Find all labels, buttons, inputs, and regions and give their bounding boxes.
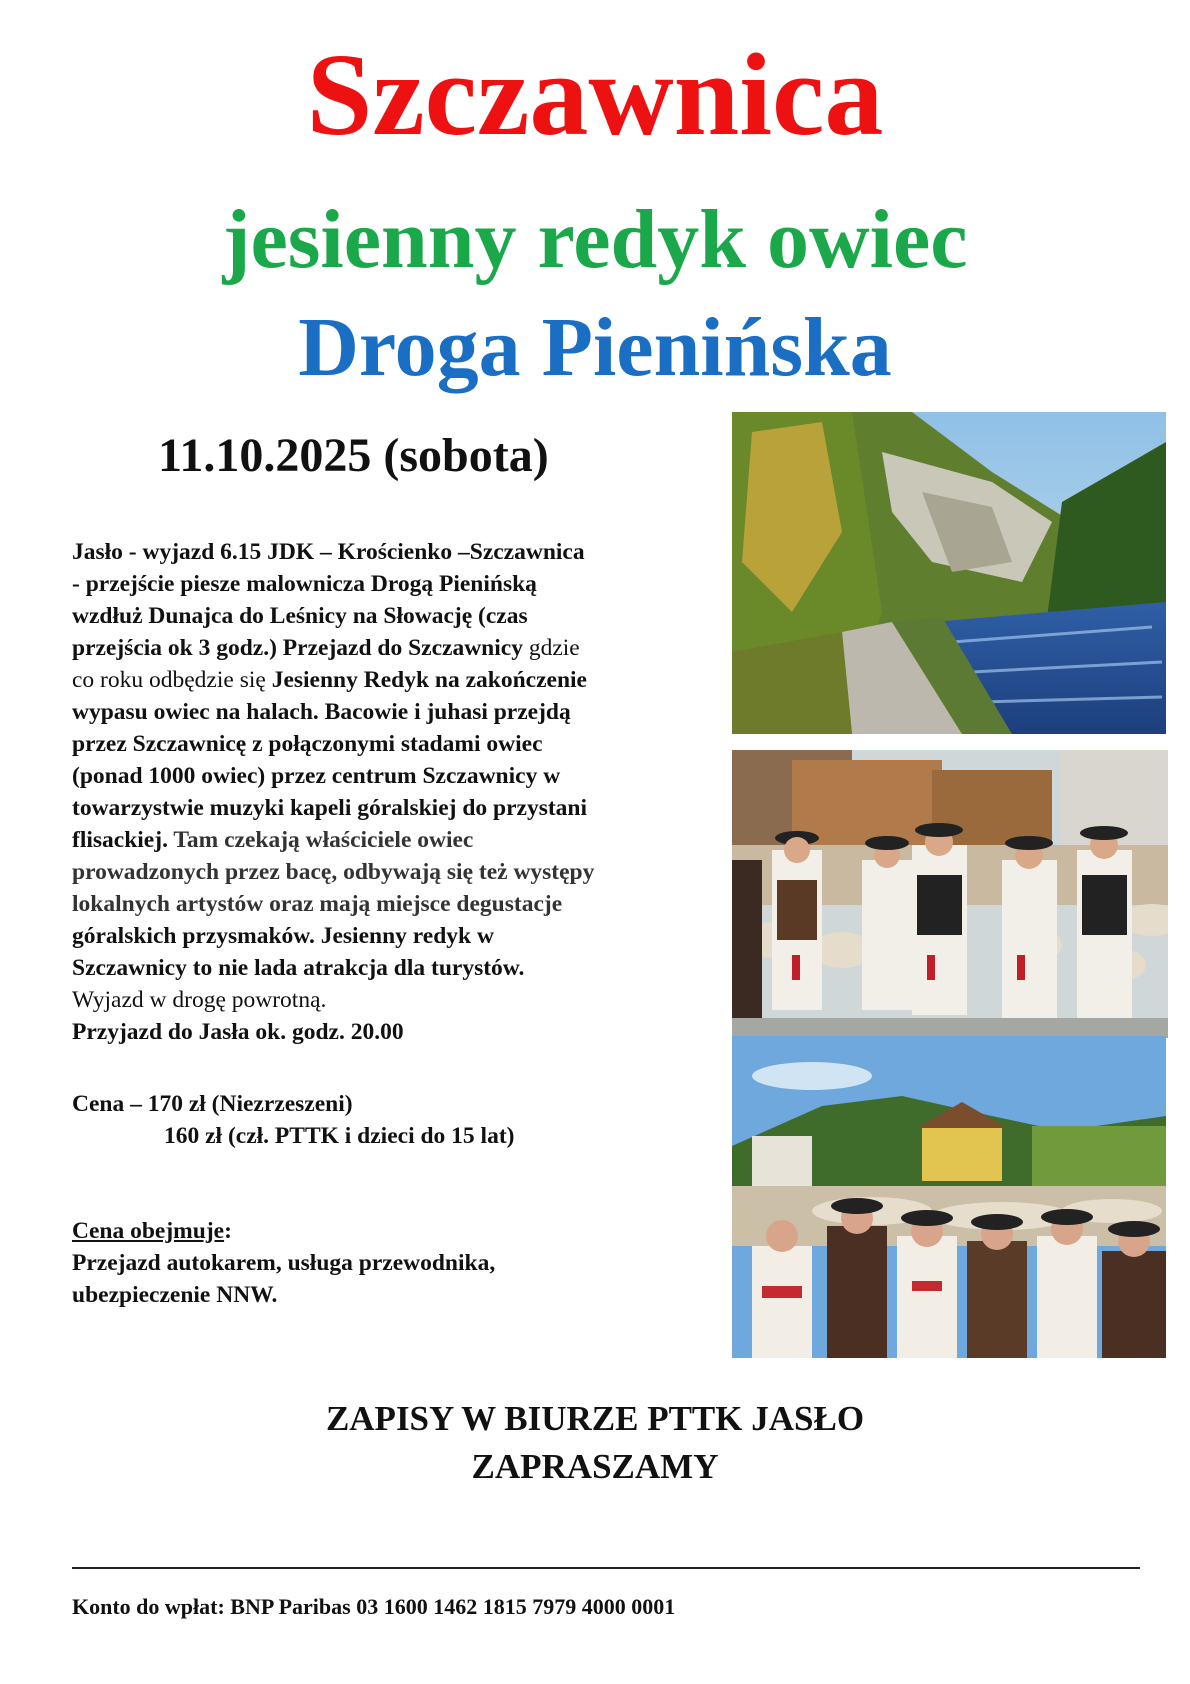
river-gorge-photo bbox=[732, 412, 1166, 734]
desc-line: Wyjazd w drogę powrotną. bbox=[72, 987, 327, 1013]
desc-line: Szczawnicy to nie lada atrakcja dla turystów. bbox=[72, 955, 525, 981]
price-line: 160 zł (czł. PTTK i dzieci do 15 lat) bbox=[164, 1123, 515, 1149]
footer-divider bbox=[72, 1567, 1140, 1569]
desc-word: gdzie bbox=[528, 635, 580, 661]
includes-heading: Cena obejmuje bbox=[72, 1218, 225, 1244]
highlanders-photo bbox=[732, 750, 1168, 1038]
desc-line: wypasu owiec na halach. Bacowie i juhasi przejdą bbox=[72, 699, 571, 725]
includes-line: Przejazd autokarem, usługa przewodnika, bbox=[72, 1250, 496, 1276]
includes-colon: : bbox=[224, 1218, 232, 1244]
desc-line: przejścia ok 3 godz.) Przejazd do Szczawnicy bbox=[72, 635, 523, 661]
trip-description bbox=[72, 536, 722, 1048]
desc-line: - przejście piesze malownicza Drogą Pienińską bbox=[72, 571, 537, 597]
desc-line: lokalnych artystów oraz mają miejsce degustacje bbox=[72, 891, 563, 917]
desc-line: (ponad 1000 owiec) przez centrum Szczawnicy w bbox=[72, 763, 561, 789]
includes-block bbox=[72, 1215, 495, 1311]
desc-line: towarzystwie muzyki kapeli góralskiej do przystani bbox=[72, 795, 588, 821]
subtitle: jesienny redyk owiec bbox=[222, 193, 968, 286]
title: Szczawnica bbox=[306, 29, 884, 160]
signup-line: ZAPISY W BIURZE PTTK JASŁO bbox=[325, 1399, 865, 1438]
desc-line: wzdłuż Dunajca do Leśnicy na Słowację (czas bbox=[72, 603, 528, 629]
arrival-line: Przyjazd do Jasła ok. godz. 20.00 bbox=[72, 1019, 404, 1045]
price-line: Cena – 170 zł (Niezrzeszeni) bbox=[72, 1091, 353, 1117]
desc-line: Jesienny Redyk na zakończenie bbox=[271, 667, 587, 693]
desc-line: Tam czekają właściciele owiec bbox=[173, 827, 474, 853]
desc-line: flisackiej. bbox=[72, 827, 174, 853]
event-date: 11.10.2025 (sobota) bbox=[158, 429, 549, 482]
desc-line: przez Szczawnicę z połączonymi stadami owiec bbox=[72, 731, 543, 757]
desc-line: prowadzonych przez bacę, odbywają się też występy bbox=[72, 859, 595, 885]
includes-line: ubezpieczenie NNW. bbox=[72, 1282, 278, 1308]
invitation-line: ZAPRASZAMY bbox=[471, 1447, 719, 1486]
procession-photo bbox=[732, 1036, 1166, 1358]
desc-line: góralskich przysmaków. Jesienny redyk w bbox=[72, 923, 494, 949]
signup-info bbox=[0, 1395, 1190, 1491]
desc-line: Jasło - wyjazd 6.15 JDK – Krościenko –Szczawnica bbox=[72, 539, 585, 565]
bank-account: Konto do wpłat: BNP Paribas 03 1600 1462 1815 7979 4000 0001 bbox=[72, 1594, 676, 1619]
route-title: Droga Pienińska bbox=[298, 301, 892, 394]
price-block bbox=[72, 1088, 514, 1152]
desc-line: co roku odbędzie się bbox=[72, 667, 272, 693]
